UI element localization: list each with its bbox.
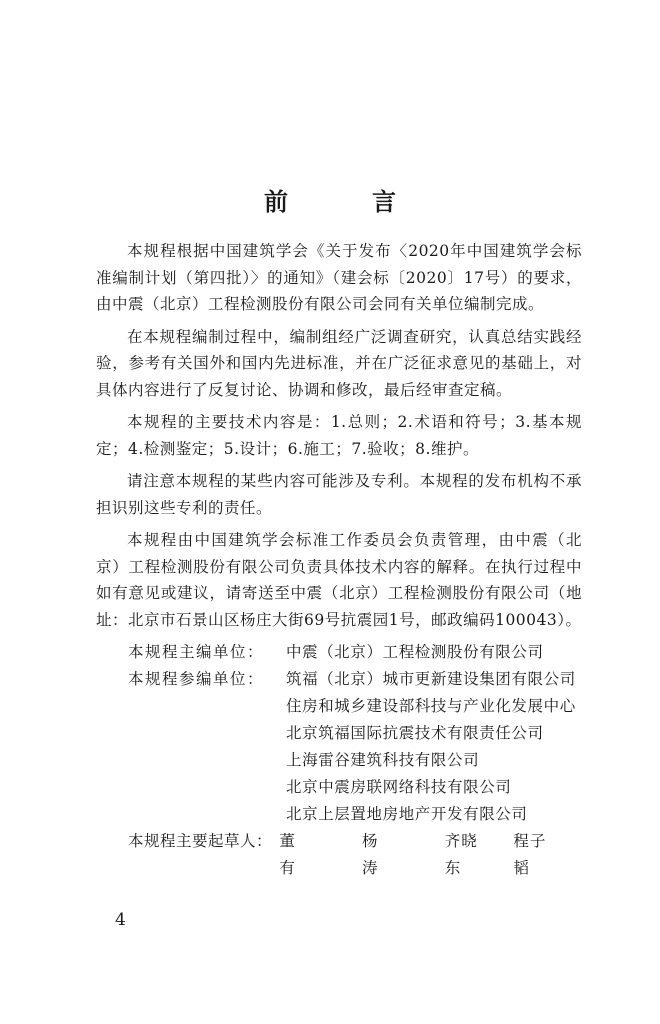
drafter-name: 董 有: [279, 832, 323, 877]
drafters-row: [96, 828, 582, 882]
chief-editor-label: 本规程主编单位：: [128, 643, 265, 661]
participant-unit: 住房和城乡建设部科技与产业化发展中心: [286, 697, 576, 715]
paragraph-process: 在本规程编制过程中，编制组经广泛调查研究，认真总结实践经验，参考有关国外和国内先进标准，并在广泛征求意见的基础上，对具体内容进行了反复讨论、协调和修改，最后经审查定稿。: [96, 327, 582, 399]
participant-unit: 上海雷谷建筑科技有限公司: [286, 751, 480, 769]
participants-label: 本规程参编单位：: [128, 670, 265, 688]
drafters-label: 本规程主要起草人：: [128, 832, 273, 850]
participant-unit: 北京中震房联网络科技有限公司: [286, 778, 512, 796]
participant-unit: 北京筑福国际抗震技术有限责任公司: [286, 724, 544, 742]
paragraph-basis: 本规程根据中国建筑学会《关于发布〈2020年中国建筑学会标准编制计划（第四批）〉的通知》（建会标〔2020〕17号）的要求，由中震（北京）工程检测股份有限公司会同有关单位编制完成。: [96, 242, 582, 313]
page-number: 4: [115, 910, 126, 930]
drafter-name: 齐晓东: [444, 832, 478, 877]
units-block: [96, 639, 582, 882]
drafters-list: [279, 828, 582, 882]
participant-unit: 北京上层置地房地产开发有限公司: [286, 805, 528, 823]
body-text: [96, 238, 582, 882]
paragraph-contents: 本规程的主要技术内容是：1.总则；2.术语和符号；3.基本规定；4.检测鉴定；5.设计；6.施工；7.验收；8.维护。: [96, 413, 582, 458]
chief-editor-unit: 中震（北京）工程检测股份有限公司: [286, 643, 544, 661]
chief-editor-row: [96, 639, 582, 666]
participants-row: [96, 666, 582, 828]
participants-list: [286, 666, 576, 828]
drafter-name: 程子韬: [513, 832, 547, 877]
drafter-name: 杨 涛: [362, 832, 406, 877]
participant-unit: 筑福（北京）城市更新建设集团有限公司: [286, 670, 576, 688]
paragraph-management: 本规程由中国建筑学会标准工作委员会负责管理，由中震（北京）工程检测股份有限公司负责具体技术内容的解释。在执行过程中如有意见或建议，请寄送至中震（北京）工程检测股份有限公司（地址：北京市石景山区杨庄大街69号抗震园1号，邮政编码100043）。: [96, 531, 582, 629]
paragraph-patent: 请注意本规程的某些内容可能涉及专利。本规程的发布机构不承担识别这些专利的责任。: [96, 472, 582, 517]
page-title: 前 言: [264, 187, 426, 216]
